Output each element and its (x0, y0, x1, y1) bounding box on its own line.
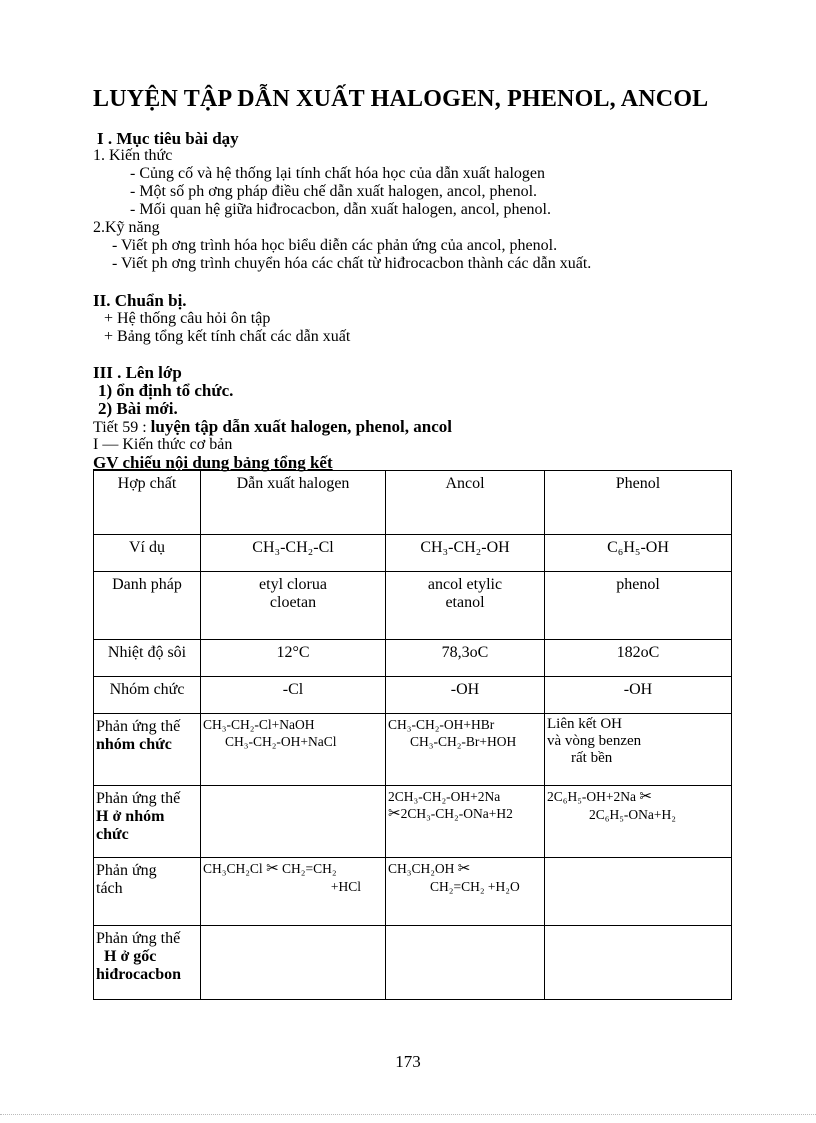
cell: -OH (545, 677, 732, 714)
cell: -Cl (201, 677, 386, 714)
row-label (94, 858, 201, 926)
reaction-line: CH₃-CH₂-OH+HBr (388, 717, 495, 732)
label-line: Phản ứng thế (96, 790, 181, 807)
table-caption: GV chiếu nội dung bảng tổng kết (93, 453, 333, 472)
reaction-line: +HCl (330, 879, 361, 894)
cell (386, 714, 545, 786)
cell: 78,3oC (386, 640, 545, 677)
section2-item: + Bảng tổng kết tính chất các dẫn xuất (104, 328, 351, 345)
reaction-line: CH₃-CH₂-OH+NaCl (225, 734, 337, 749)
cell: 12°C (201, 640, 386, 677)
table-header-row (94, 471, 732, 535)
reaction-line (388, 805, 542, 823)
reaction-reactant: 2C₆H₅-OH+2Na (547, 789, 637, 804)
section1-item: - Viết ph ơng trình hóa học biểu diễn các phản ứng của ancol, phenol. (112, 237, 558, 254)
table-row (94, 677, 732, 714)
section2-item: + Hệ thống câu hỏi ôn tập (104, 310, 271, 327)
row-label (94, 714, 201, 786)
cell-empty (545, 926, 732, 1000)
label-line: hiđrocacbon (96, 966, 182, 983)
cell (201, 858, 386, 926)
reaction-line: 2CH₃-CH₂-OH+2Na (388, 789, 501, 804)
page-number: 173 (395, 1052, 421, 1071)
cell (545, 786, 732, 858)
reaction-product: 2CH₃-CH₂-ONa+H2 (400, 806, 513, 821)
arrow-icon: ✂ (388, 806, 401, 822)
cell-empty (201, 786, 386, 858)
cell-line: etanol (445, 594, 485, 611)
label-line: chức (96, 826, 129, 843)
section3-step2: 2) Bài mới. (98, 399, 178, 418)
reaction-reactant: CH₃CH₂OH (388, 861, 455, 876)
header-cell: Ancol (386, 471, 545, 535)
section1-item: - Củng cố và hệ thống lại tính chất hóa học của dẫn xuất halogen (130, 165, 545, 182)
table-row (94, 572, 732, 640)
table-row (94, 714, 732, 786)
section1-sub1: 1. Kiến thức (93, 147, 173, 164)
section1-heading: I . Mục tiêu bài dạy (97, 129, 239, 148)
arrow-icon: ✂ (457, 861, 471, 877)
row-label: Nhiệt độ sôi (94, 640, 201, 677)
label-line: nhóm chức (96, 736, 172, 753)
row-label (94, 926, 201, 1000)
reaction-product: CH₂=CH₂ (282, 861, 337, 876)
lesson-title: luyện tập dẫn xuất halogen, phenol, ancol (150, 417, 453, 436)
label-line: Phản ứng (96, 862, 157, 879)
part1-heading: I — Kiến thức cơ bản (93, 436, 233, 453)
cell-line: và vòng benzen (547, 733, 642, 749)
cell-line: cloetan (269, 594, 317, 611)
header-cell: Dẫn xuất halogen (201, 471, 386, 535)
reaction-line: CH₃-CH₂-Br+HOH (410, 734, 517, 749)
cell (201, 714, 386, 786)
cell: CH₃-CH₂-Cl (201, 535, 386, 572)
cell: -OH (386, 677, 545, 714)
cell-empty (545, 858, 732, 926)
cell-line: rất bền (571, 750, 613, 766)
reaction-line (203, 861, 337, 876)
cell (386, 858, 545, 926)
section1-sub2: 2.Kỹ năng (93, 219, 160, 236)
arrow-icon: ✂ (639, 789, 652, 805)
header-cell: Phenol (545, 471, 732, 535)
table-row (94, 858, 732, 926)
cell-empty (386, 926, 545, 1000)
cell (386, 786, 545, 858)
table-row (94, 926, 732, 1000)
reaction-line (388, 861, 470, 876)
cell-line: etyl clorua (259, 576, 327, 593)
lesson-prefix: Tiết 59 : (93, 419, 151, 436)
table-row (94, 640, 732, 677)
reaction-reactant: CH₃CH₂Cl (203, 861, 263, 876)
row-label (94, 786, 201, 858)
summary-table (93, 470, 732, 1000)
cell (201, 572, 386, 640)
section3-heading: III . Lên lớp (93, 363, 182, 382)
cell: phenol (545, 572, 732, 640)
lesson-line (93, 418, 452, 437)
row-label: Nhóm chức (94, 677, 201, 714)
cell: 182oC (545, 640, 732, 677)
reaction-line: 2C₆H₅-ONa+H₂ (589, 807, 676, 822)
section3-step1: 1) ổn định tổ chức. (98, 381, 234, 400)
table-row (94, 535, 732, 572)
section2-heading: II. Chuẩn bị. (93, 291, 187, 310)
reaction-line: CH₂=CH₂ +H₂O (430, 879, 520, 894)
row-label: Danh pháp (94, 572, 201, 640)
label-line: H ở nhóm (96, 808, 165, 825)
header-cell: Hợp chất (94, 471, 201, 535)
cell (386, 572, 545, 640)
cell: C₆H₅-OH (545, 535, 732, 572)
arrow-icon: ✂ (266, 861, 279, 877)
footer-divider (0, 1114, 816, 1115)
row-label: Ví dụ (94, 535, 201, 572)
cell-line: ancol etylic (427, 576, 503, 593)
section1-item: - Mối quan hệ giữa hiđrocacbon, dẫn xuất halogen, ancol, phenol. (130, 201, 551, 218)
reaction-line (547, 789, 652, 804)
label-line: Phản ứng thế (96, 930, 181, 947)
label-line: tách (96, 880, 123, 897)
label-line: Phản ứng thế (96, 718, 181, 735)
section1-item: - Một số ph ơng pháp điều chế dẫn xuất halogen, ancol, phenol. (130, 183, 538, 200)
table-row (94, 786, 732, 858)
reaction-line: CH₃-CH₂-Cl+NaOH (203, 717, 315, 732)
cell: CH₃-CH₂-OH (386, 535, 545, 572)
cell-empty (201, 926, 386, 1000)
cell-line: Liên kết OH (547, 716, 622, 732)
label-line: H ở gốc (104, 948, 157, 965)
cell (545, 714, 732, 786)
section1-item: - Viết ph ơng trình chuyển hóa các chất từ hiđrocacbon thành các dẫn xuất. (112, 255, 592, 272)
page-title: LUYỆN TẬP DẪN XUẤT HALOGEN, PHENOL, ANCOL (93, 86, 709, 112)
